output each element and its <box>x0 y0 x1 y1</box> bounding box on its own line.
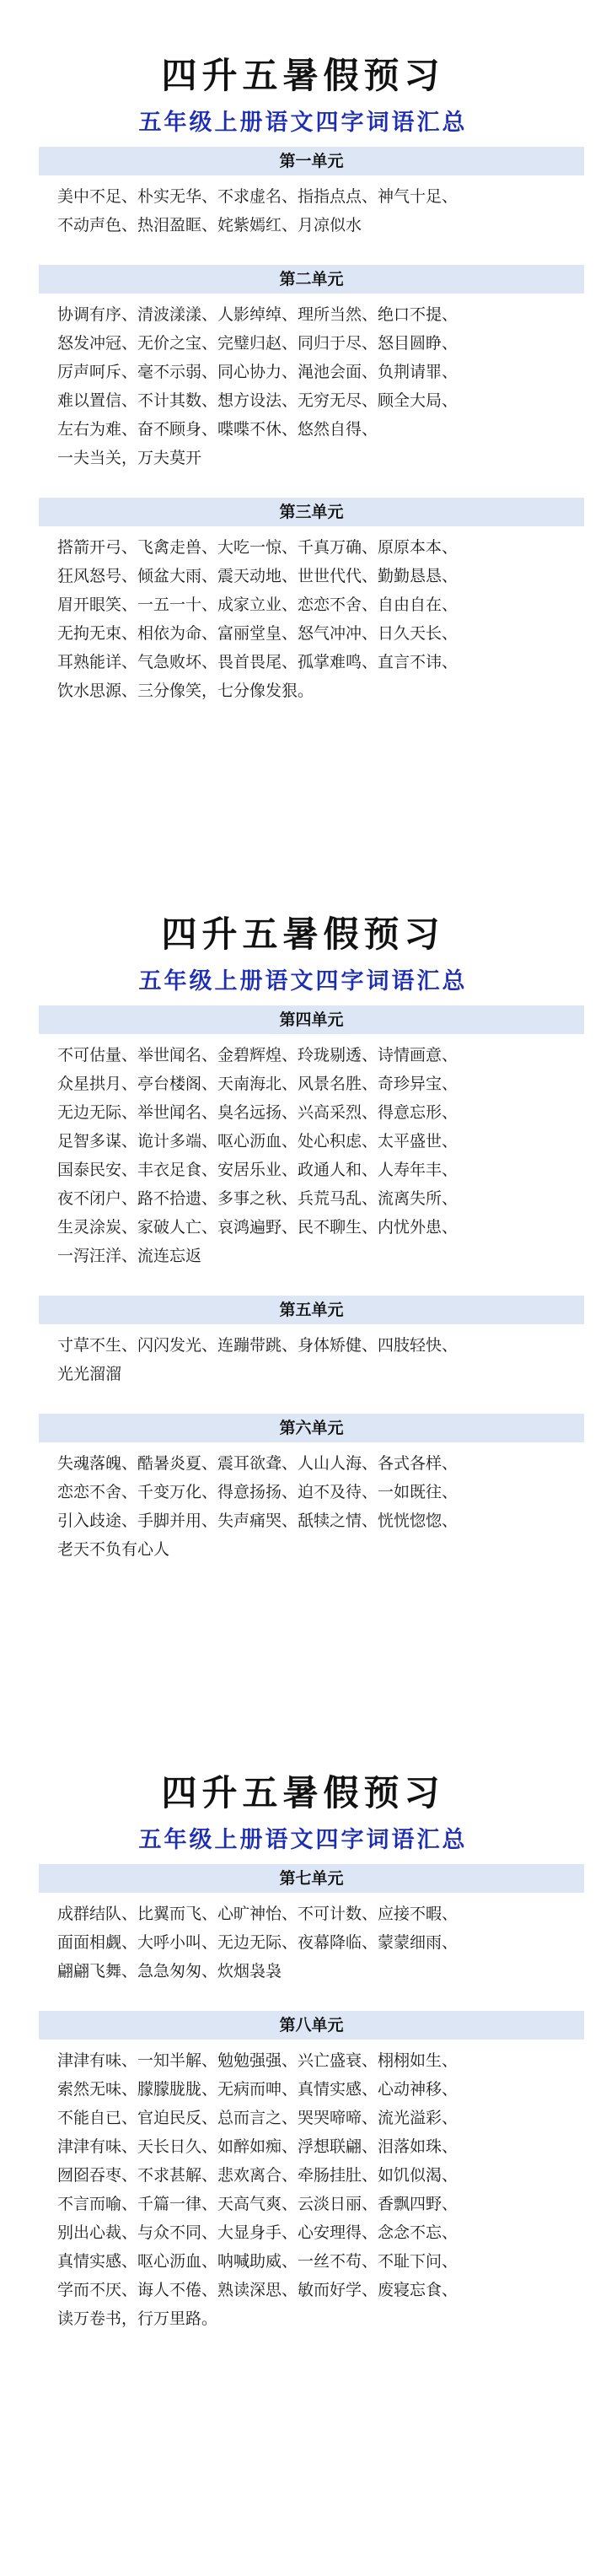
page-subtitle: 五年级上册语文四字词语汇总 <box>138 1827 468 1853</box>
page-subtitle: 五年级上册语文四字词语汇总 <box>138 968 468 994</box>
unit-section <box>39 1864 584 1986</box>
unit-section <box>39 147 584 240</box>
page-subtitle: 五年级上册语文四字词语汇总 <box>138 110 468 136</box>
word-line: 寸草不生、闪闪发光、连蹦带跳、身体矫健、四肢轻快、 <box>57 1336 459 1355</box>
word-line: 美中不足、朴实无华、不求虚名、指指点点、神气十足、 <box>57 187 459 206</box>
word-list <box>57 1449 584 1564</box>
word-line: 左右为难、奋不顾身、喋喋不休、悠然自得、 <box>57 420 378 439</box>
word-list <box>57 2046 584 2333</box>
unit-heading: 第八单元 <box>39 2011 584 2040</box>
word-line: 夜不闭户、路不拾遗、多事之秋、兵荒马乱、流离失所、 <box>57 1189 459 1208</box>
word-line: 难以置信、不计其数、想方设法、无穷无尽、顾全大局、 <box>57 391 459 410</box>
word-line: 翩翩飞舞、急急匆匆、炊烟袅袅 <box>57 1962 282 1981</box>
word-line: 一泻汪洋、流连忘返 <box>57 1247 202 1265</box>
word-line: 无拘无束、相依为命、富丽堂皇、怒气冲冲、日久天长、 <box>57 624 459 643</box>
unit-heading: 第二单元 <box>39 265 584 294</box>
word-line: 耳熟能详、气急败坏、畏首畏尾、孤掌难鸣、直言不讳、 <box>57 653 459 671</box>
unit-heading: 第一单元 <box>39 147 584 175</box>
word-line: 津津有味、一知半解、勉勉强强、兴亡盛衰、栩栩如生、 <box>57 2051 459 2070</box>
word-line: 真情实感、呕心沥血、呐喊助威、一丝不苟、不耻下问、 <box>57 2252 459 2271</box>
word-line: 足智多谋、诡计多端、呕心沥血、处心积虑、太平盛世、 <box>57 1132 459 1151</box>
word-line: 不能自已、官迫民反、总而言之、哭哭啼啼、流光溢彩、 <box>57 2109 459 2127</box>
word-line: 怒发冲冠、无价之宝、完璧归赵、同归于尽、怒目圆睁、 <box>57 334 459 353</box>
word-list <box>57 1041 584 1270</box>
word-line: 协调有序、清波漾漾、人影绰绰、理所当然、绝口不提、 <box>57 305 459 324</box>
unit-heading: 第六单元 <box>39 1414 584 1442</box>
unit-section <box>39 1296 584 1388</box>
word-line: 眉开眼笑、一五一十、成家立业、恋恋不舍、自由自在、 <box>57 595 459 614</box>
word-line: 面面相觑、大呼小叫、无边无际、夜幕降临、蒙蒙细雨、 <box>57 1933 459 1952</box>
page-title: 四升五暑假预习 <box>161 1772 445 1813</box>
word-line: 成群结队、比翼而飞、心旷神怡、不可计数、应接不暇、 <box>57 1905 459 1923</box>
word-line: 不可估量、举世闻名、金碧辉煌、玲珑剔透、诗情画意、 <box>57 1046 459 1064</box>
word-line: 恋恋不舍、千变万化、得意扬扬、迫不及待、一如既往、 <box>57 1483 459 1501</box>
word-line: 索然无味、朦朦胧胧、无病而呻、真情实感、心动神移、 <box>57 2080 459 2099</box>
word-list <box>57 1900 584 1986</box>
word-line: 引入歧途、手脚并用、失声痛哭、舐犊之情、恍恍惚惚、 <box>57 1512 459 1530</box>
word-line: 国泰民安、丰衣足食、安居乐业、政通人和、人寿年丰、 <box>57 1161 459 1179</box>
unit-section <box>39 1414 584 1564</box>
word-line: 生灵涂炭、家破人亡、哀鸿遍野、民不聊生、内忧外患、 <box>57 1218 459 1237</box>
word-line: 一夫当关，万夫莫开 <box>57 449 202 467</box>
unit-heading: 第五单元 <box>39 1296 584 1324</box>
word-line: 不言而喻、千篇一律、天高气爽、云淡日丽、香飘四野、 <box>57 2195 459 2213</box>
unit-heading: 第七单元 <box>39 1864 584 1893</box>
word-line: 读万卷书，行万里路。 <box>57 2309 218 2328</box>
word-line: 学而不厌、诲人不倦、熟读深思、敏而好学、废寝忘食、 <box>57 2281 459 2299</box>
word-list <box>57 300 584 472</box>
word-line: 众星拱月、亭台楼阁、天南海北、风景名胜、奇珍异宝、 <box>57 1075 459 1093</box>
unit-section <box>39 2011 584 2333</box>
unit-section <box>39 1005 584 1270</box>
word-line: 别出心裁、与众不同、大显身手、心安理得、念念不忘、 <box>57 2223 459 2242</box>
page-title: 四升五暑假预习 <box>161 913 445 955</box>
word-list <box>57 533 584 705</box>
word-line: 津津有味、天长日久、如醉如痴、浮想联翩、泪落如珠、 <box>57 2137 459 2156</box>
page-2 <box>0 859 606 1717</box>
word-line: 囫囵吞枣、不求甚解、悲欢离合、牵肠挂肚、如饥似渴、 <box>57 2166 459 2185</box>
word-list <box>57 182 584 240</box>
unit-heading: 第三单元 <box>39 498 584 526</box>
word-line: 失魂落魄、酷暑炎夏、震耳欲聋、人山人海、各式各样、 <box>57 1454 459 1473</box>
word-line: 饮水思源、三分像笑，七分像发狠。 <box>57 682 314 700</box>
page-title: 四升五暑假预习 <box>161 55 445 96</box>
page-1 <box>0 0 606 859</box>
word-line: 不动声色、热泪盈眶、姹紫嫣红、月凉似水 <box>57 216 362 234</box>
word-line: 狂风怒号、倾盆大雨、震天动地、世世代代、勤勤恳恳、 <box>57 567 459 585</box>
unit-section <box>39 498 584 705</box>
unit-heading: 第四单元 <box>39 1005 584 1034</box>
word-line: 搭箭开弓、飞禽走兽、大吃一惊、千真万确、原原本本、 <box>57 538 459 557</box>
page-3 <box>0 1717 606 2576</box>
word-list <box>57 1331 584 1388</box>
word-line: 光光溜溜 <box>57 1365 122 1383</box>
unit-section <box>39 265 584 472</box>
word-line: 厉声呵斥、毫不示弱、同心协力、渑池会面、负荆请罪、 <box>57 363 459 381</box>
word-line: 老天不负有心人 <box>57 1540 170 1559</box>
word-line: 无边无际、举世闻名、臭名远扬、兴高采烈、得意忘形、 <box>57 1103 459 1122</box>
